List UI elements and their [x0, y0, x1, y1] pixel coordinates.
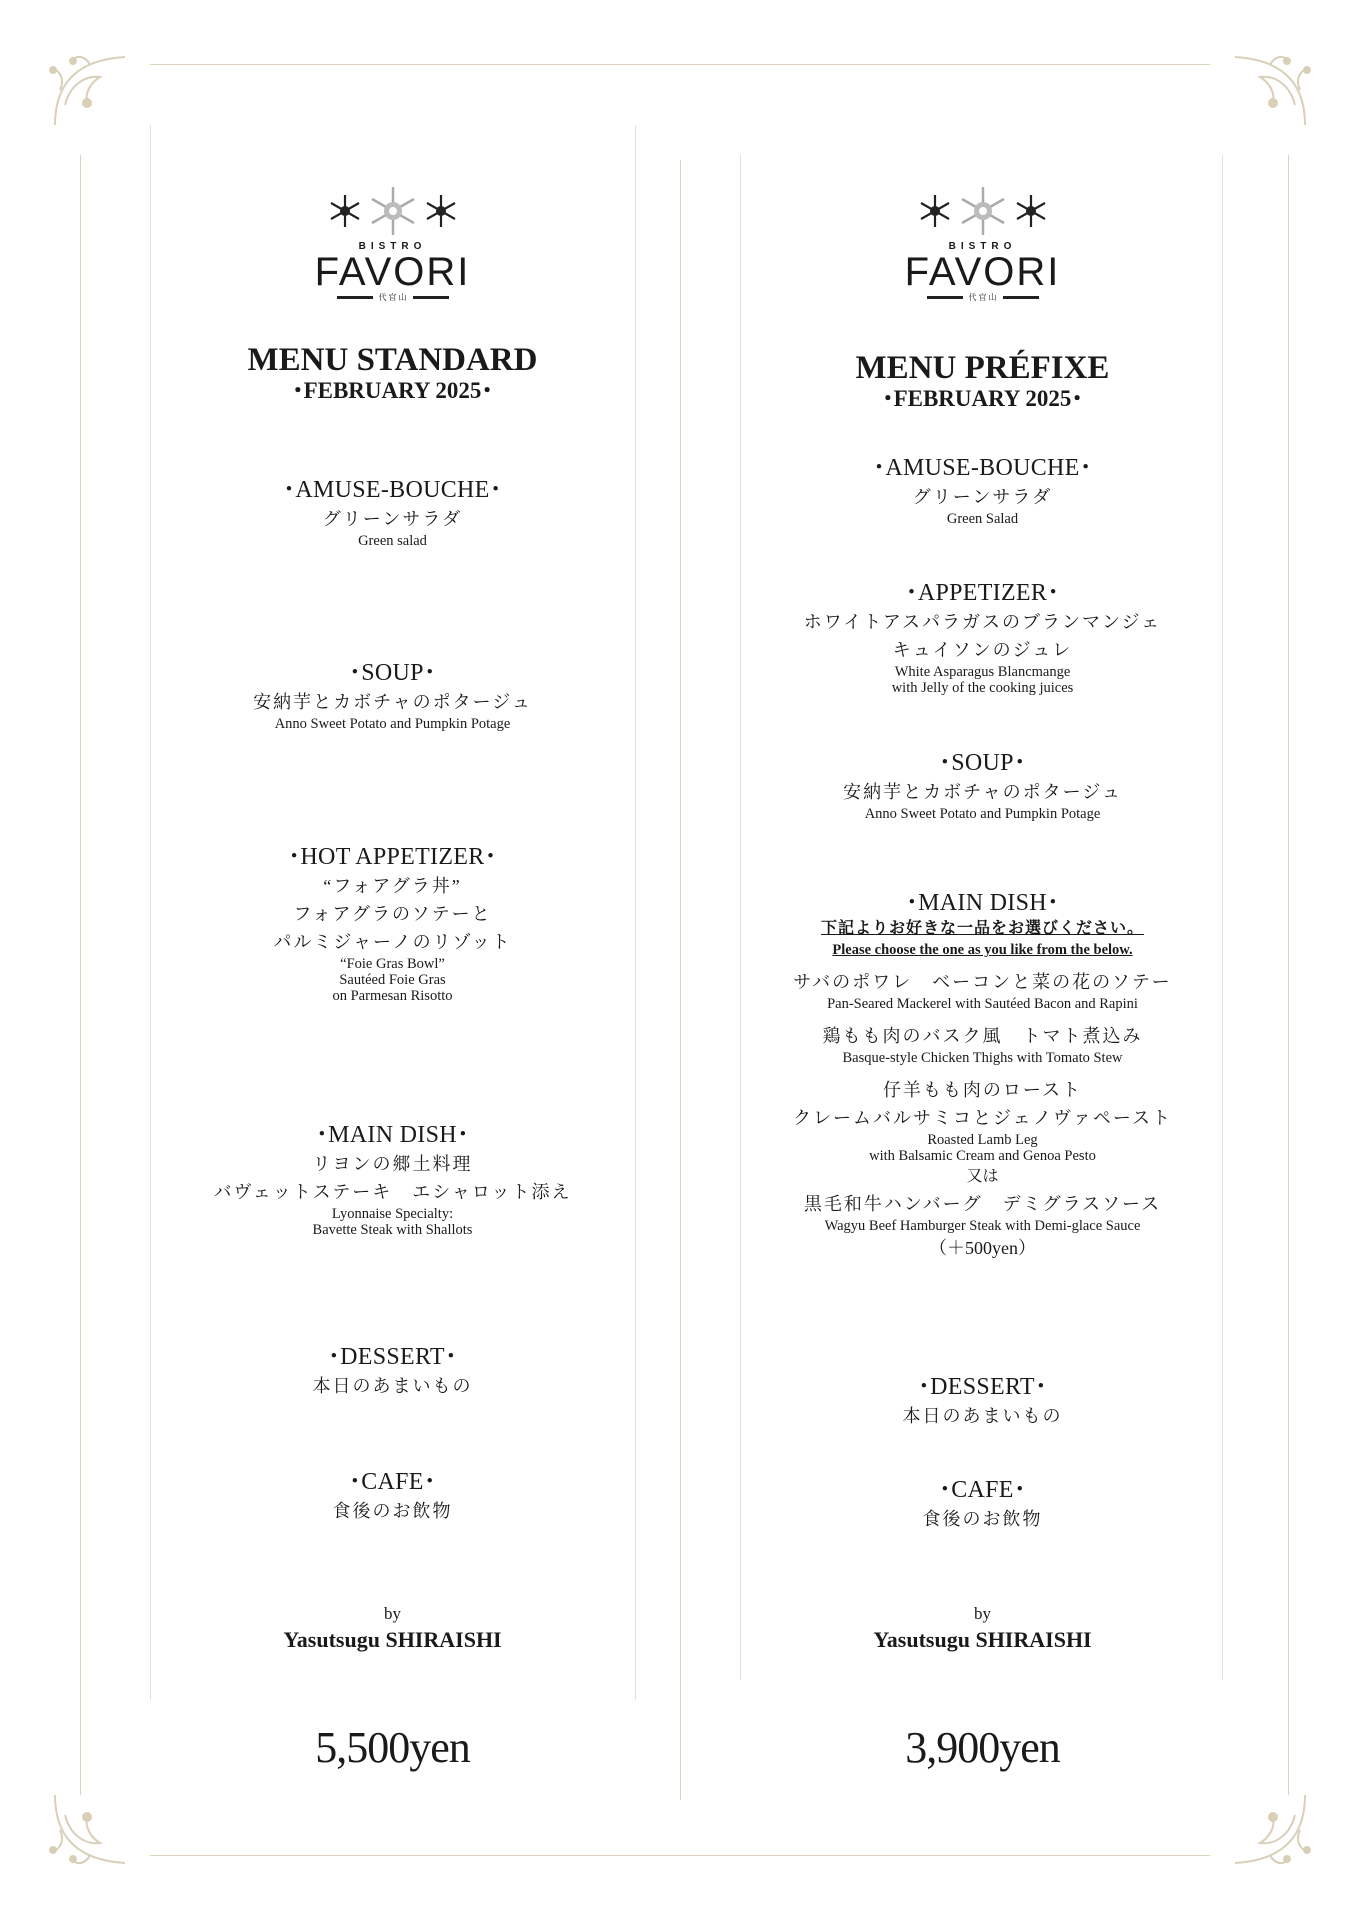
by-label: by — [974, 1604, 991, 1623]
dish-en: on Parmesan Risotto — [332, 988, 453, 1004]
section-heading: ･SOUP･ — [348, 660, 437, 686]
option-jp: サバのポワレ ベーコンと菜の花のソテー — [793, 972, 1172, 992]
dish-jp: 食後のお飲物 — [922, 1509, 1043, 1529]
panel-left-border-right — [635, 125, 636, 1700]
logo-bistro: BISTRO — [358, 241, 427, 252]
option-en: Pan-Seared Mackerel with Sautéed Bacon and Rapini — [827, 996, 1138, 1012]
by-label: by — [384, 1604, 401, 1623]
section-amuse-bouche — [740, 453, 1225, 527]
dish-en: White Asparagus Blancmange — [894, 664, 1071, 680]
frame-top-line — [150, 64, 1210, 65]
section-cafe — [740, 1475, 1225, 1533]
option-jp: クレームバルサミコとジェノヴァペースト — [793, 1108, 1172, 1128]
frame-bottom-line — [150, 1855, 1210, 1856]
flourish-ornament-icon — [45, 45, 135, 135]
logo-favori: FAVORI — [904, 250, 1061, 294]
flourish-ornament-icon — [45, 1785, 135, 1875]
logo — [740, 185, 1225, 335]
section-heading: ･CAFE･ — [938, 1477, 1027, 1503]
option-jp: 仔羊もも肉のロースト — [882, 1080, 1083, 1100]
chef-credit — [740, 1603, 1225, 1655]
section-heading: ･CAFE･ — [348, 1469, 437, 1495]
dish-jp: 本日のあまいもの — [312, 1376, 473, 1396]
dish-jp: 本日のあまいもの — [902, 1406, 1063, 1426]
center-divider — [680, 160, 681, 1800]
section-hot-appetizer — [150, 842, 635, 1004]
flourish-ornament-icon — [1225, 45, 1315, 135]
dish-en: Sautéed Foie Gras — [339, 972, 446, 988]
dish-jp: 食後のお飲物 — [332, 1501, 453, 1521]
frame-left-line — [80, 155, 81, 1795]
dish-jp: 安納芋とカボチャのポタージュ — [253, 692, 532, 712]
section-dessert — [740, 1372, 1225, 1430]
section-appetizer — [740, 578, 1225, 696]
section-main-dish — [150, 1120, 635, 1238]
section-heading: ･MAIN DISH･ — [905, 890, 1060, 916]
chef-credit — [150, 1603, 635, 1655]
option-jp: 鶏もも肉のバスク風 トマト煮込み — [822, 1026, 1143, 1046]
section-heading: ･HOT APPETIZER･ — [288, 844, 497, 870]
section-heading: ･APPETIZER･ — [905, 580, 1060, 606]
dish-en: Lyonnaise Specialty: — [331, 1206, 454, 1222]
choose-note-jp: 下記よりお好きな一品をお選びください。 — [820, 920, 1144, 937]
section-amuse-bouche — [150, 475, 635, 549]
logo-favori: FAVORI — [314, 250, 471, 294]
section-cafe — [150, 1467, 635, 1525]
menu-price: 5,500yen — [315, 1723, 470, 1772]
dish-jp: 安納芋とカボチャのポタージュ — [843, 782, 1122, 802]
page-title: MENU STANDARD — [247, 342, 538, 378]
section-heading: ･MAIN DISH･ — [315, 1122, 470, 1148]
option-en: with Balsamic Cream and Genoa Pesto — [869, 1148, 1096, 1164]
snowflake-icon — [150, 185, 635, 237]
section-heading: ･DESSERT･ — [917, 1374, 1048, 1400]
dish-jp: バヴェットステーキ エシャロット添え — [213, 1182, 572, 1202]
flourish-ornament-icon — [1225, 1785, 1315, 1875]
menu-month: ･FEBRUARY 2025･ — [882, 386, 1083, 411]
dish-jp: “フォアグラ丼” — [323, 876, 462, 896]
chef-name: Yasutsugu SHIRAISHI — [873, 1627, 1092, 1652]
option-en: Wagyu Beef Hamburger Steak with Demi-glace Sauce — [824, 1218, 1141, 1234]
frame-right-line — [1288, 155, 1289, 1795]
logo-place: 代 官 山 — [378, 293, 407, 302]
section-heading: ･DESSERT･ — [327, 1344, 458, 1370]
dish-en: Green salad — [358, 533, 427, 549]
logo — [150, 185, 635, 335]
logo-bistro: BISTRO — [948, 241, 1017, 252]
option-en: Basque-style Chicken Thighs with Tomato Stew — [842, 1050, 1123, 1066]
dish-en: with Jelly of the cooking juices — [891, 680, 1074, 696]
menu-month: ･FEBRUARY 2025･ — [292, 378, 493, 403]
or-label: 又は — [966, 1168, 999, 1185]
logo-subline — [740, 292, 1225, 303]
section-main-dish — [740, 888, 1225, 1262]
page-title: MENU PRÉFIXE — [855, 350, 1110, 386]
logo-place: 代 官 山 — [968, 293, 997, 302]
dish-en: “Foie Gras Bowl” — [340, 956, 445, 972]
dish-jp: グリーンサラダ — [322, 509, 463, 529]
dish-jp: キュイソンのジュレ — [892, 640, 1073, 660]
dish-jp: パルミジャーノのリゾット — [273, 932, 512, 952]
section-heading: ･AMUSE-BOUCHE･ — [873, 455, 1092, 481]
section-heading: ･SOUP･ — [938, 750, 1027, 776]
dish-en: Bavette Steak with Shallots — [312, 1222, 473, 1238]
dish-jp: グリーンサラダ — [912, 487, 1053, 507]
option-surcharge: （＋500yen） — [929, 1238, 1036, 1258]
option-jp: 黒毛和牛ハンバーグ デミグラスソース — [803, 1194, 1162, 1214]
section-soup — [740, 748, 1225, 822]
dish-en: Green Salad — [946, 511, 1019, 527]
section-soup — [150, 658, 635, 732]
menu-price: 3,900yen — [905, 1723, 1060, 1772]
dish-jp: リヨンの郷土料理 — [312, 1154, 473, 1174]
option-en: Roasted Lamb Leg — [927, 1132, 1038, 1148]
dish-jp: ホワイトアスパラガスのブランマンジェ — [803, 612, 1162, 632]
chef-name: Yasutsugu SHIRAISHI — [283, 1627, 502, 1652]
section-heading: ･AMUSE-BOUCHE･ — [283, 477, 502, 503]
dish-jp: フォアグラのソテーと — [293, 904, 492, 924]
dish-en: Anno Sweet Potato and Pumpkin Potage — [274, 716, 511, 732]
choose-note-en: Please choose the one as you like from the below. — [832, 942, 1133, 958]
dish-en: Anno Sweet Potato and Pumpkin Potage — [864, 806, 1101, 822]
snowflake-icon — [740, 185, 1225, 237]
section-dessert — [150, 1342, 635, 1400]
logo-subline — [150, 292, 635, 303]
